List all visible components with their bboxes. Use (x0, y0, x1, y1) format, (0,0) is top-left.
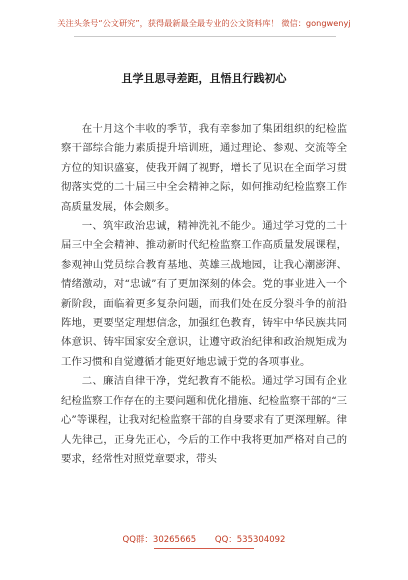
document-body (61, 120, 347, 469)
paragraph: 在十月这个丰收的季节，我有幸参加了集团组织的纪检监察干部综合能力素质提升培训班，通过理论、参观、交流等全方位的知识盛宴，使我开阔了视野，增长了见识在全面学习贯彻落实党的二十届三中全会精神之际，如何推动纪检监察工作高质量发展，体会颇多。 (61, 123, 347, 213)
document-title: 且学且思寻差距，且悟且行践初心 (121, 72, 287, 85)
footer-underline (154, 548, 254, 549)
paragraph: 一、筑牢政治忠诚，精神洗礼不能少。通过学习党的二十届三中全会精神、推动新时代纪检监察工作高质量发展课程，参观神山党员综合教育基地、英雄三战地园，让我心潮澎湃、情绪激动，对“忠诚”有了更加深刻的体会。党的事业进入一个新阶段，面临着更多复杂问题，而我们处在反分裂斗争的前沿阵地，更要坚定理想信念，加强红色教育，铸牢中华民族共同体意识、铸牢国家安全意识，让遵守政治纪律和政治规矩成为工作习惯和自觉遵循才能更好地忠诚于党的各项事业。 (61, 220, 347, 368)
qq-group-number: QQ群：30265665 (122, 535, 197, 545)
qq-footer (0, 533, 408, 545)
paragraph: 二、廉洁自律干净，党纪教育不能松。通过学习国有企业纪检监察工作存在的主要问题和优化措施、纪检监察干部的“三心”等课程，让我对纪检监察干部的自身要求有了更深理解。律人先律己，正身先正心，今后的工作中我将更加严格对自己的要求，经常性对照党章要求，带头 (61, 375, 347, 465)
header-divider (74, 36, 336, 37)
promo-header: 关注头条号“公文研究”，获得最新最全最专业的公文资料库！ 微信：gongwenyj (57, 18, 351, 28)
qq-number: QQ：535304092 (214, 535, 286, 545)
